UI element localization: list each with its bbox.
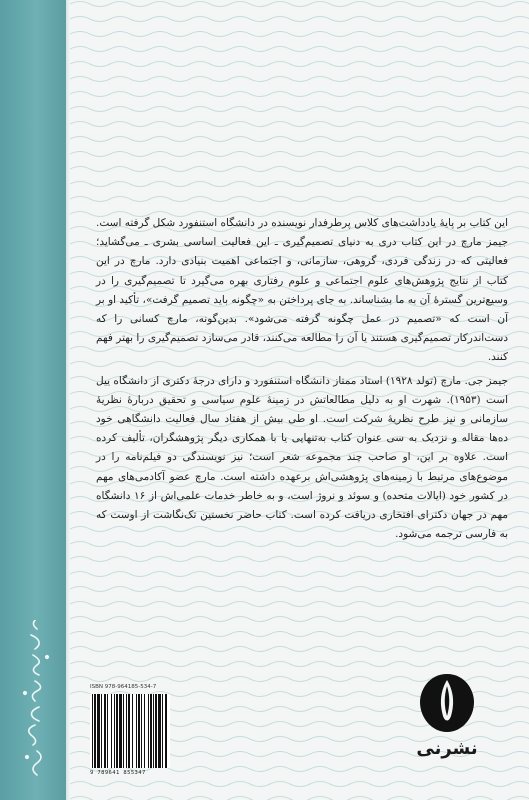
spine-handwritten-text xyxy=(20,620,50,780)
wave-line xyxy=(70,662,529,667)
barcode-bar xyxy=(119,694,122,768)
wave-line xyxy=(70,107,529,112)
wave-line xyxy=(70,182,529,187)
wave-line xyxy=(70,632,529,637)
barcode-bar xyxy=(92,694,93,768)
barcode-bar xyxy=(107,694,108,768)
publisher-name: نشرنی xyxy=(416,738,478,759)
barcode-bar xyxy=(150,694,152,768)
barcode-bar xyxy=(116,694,118,768)
barcode-bar xyxy=(97,694,100,768)
barcode-bar xyxy=(158,694,161,768)
barcode-bar xyxy=(144,694,145,768)
barcode-bar xyxy=(128,694,130,768)
barcode-bar xyxy=(138,694,140,768)
wave-line xyxy=(70,602,529,607)
wave-line xyxy=(70,647,529,652)
barcode-bar xyxy=(162,694,163,768)
wave-line xyxy=(70,797,529,800)
wave-line xyxy=(70,77,529,82)
barcode-bar xyxy=(155,694,157,768)
wave-line xyxy=(70,197,529,202)
wave-line xyxy=(70,137,529,142)
wave-line xyxy=(70,47,529,52)
barcode-bar xyxy=(165,694,167,768)
wave-line xyxy=(70,152,529,157)
description-paragraph: این کتاب بر پایهٔ یادداشت‌های کلاس پرطرفدار نویسنده در دانشگاه استنفورد شکل گرفته است. جیمز مارچ در این کتاب دری به دنیای تصمیم‌گیری ـ این فعالیت اساسی بشری ـ می‌گشاید؛ فعالیتی که در زندگی فردی، گروهی، سازمانی، و اجتماعی اهمیت بنیادی دارد. مارچ در این کتاب از نتایج پژوهش‌های علوم اجتماعی و علوم رفتاری بهره می‌گیرد تا تصمیم‌گیری را در وسیع‌ترین گسترهٔ آن به ما بشناساند. به جای پرداختن به «چگونه باید تصمیم گرفت»، تأکید او بر آن است که «تصمیم در عمل چگونه گرفته می‌شود». بدین‌گونه، مارچ کسانی را که دست‌اندرکار تصمیم‌گیری هستند یا آن را مطالعه می‌کنند، قادر می‌سازد تصمیم‌گیری را بهتر فهم کنند. xyxy=(96,217,508,364)
isbn-barcode-block xyxy=(90,684,170,784)
wave-line xyxy=(70,92,529,97)
barcode-bar xyxy=(104,694,106,768)
wave-line xyxy=(70,122,529,127)
barcode-bar xyxy=(114,694,115,768)
barcode-bar xyxy=(111,694,112,768)
barcode-bar xyxy=(132,694,133,768)
barcode-bar xyxy=(94,694,96,768)
barcode-bar xyxy=(136,694,137,768)
isbn-label: ISBN 978-964185-534-7 xyxy=(90,684,157,690)
barcode-bar xyxy=(126,694,127,768)
barcode-number: 9 789641 855347 xyxy=(90,770,146,776)
back-cover-text xyxy=(96,214,508,548)
barcode-bar xyxy=(153,694,154,768)
wave-line xyxy=(70,2,529,7)
barcode-bar xyxy=(123,694,124,768)
barcode-icon xyxy=(90,694,170,768)
wave-line xyxy=(70,167,529,172)
wave-line xyxy=(70,62,529,67)
author-bio-paragraph: جیمز جی. مارچ (تولد ۱۹۲۸) استاد ممتاز دانشگاه استنفورد و دارای درجهٔ دکتری از دانشگاه ییل است (۱۹۵۳). شهرت او به دلیل مطالعاتش در زمینهٔ علوم سیاسی و تحقیق دربارهٔ نظریهٔ سازمانی و نیز طرح نظریهٔ شرکت است. او طی بیش از هفتاد سال فعالیت دانشگاهی خود ده‌ها مقاله و نزدیک به سی عنوان کتاب به‌تنهایی یا با همکاری دیگر پژوهشگران، تألیف کرده است. علاوه بر این، او صاحب چند مجموعه شعر است؛ نیز نویسندگی دو فیلم‌نامه را در موضوع‌های مرتبط با زمینه‌های پژوهشی‌اش برعهده داشته است. مارچ عضو آکادمی‌های مهم در کشور خود (ایالات متحده) و سوئد و نروژ است، و به خاطر خدمات علمی‌اش از ۱۶ دانشگاه مهم در جهان دکترای افتخاری دریافت کرده است. کتاب حاضر نخستین تک‌نگاشت از اوست که به فارسی ترجمه می‌شود. xyxy=(96,374,508,541)
barcode-bar xyxy=(141,694,142,768)
barcode-bar xyxy=(148,694,149,768)
wave-line xyxy=(70,17,529,22)
barcode-bar xyxy=(101,694,102,768)
wave-line xyxy=(70,557,529,562)
wave-line xyxy=(70,572,529,577)
wave-line xyxy=(70,587,529,592)
wave-line xyxy=(70,32,529,37)
wave-line xyxy=(70,617,529,622)
